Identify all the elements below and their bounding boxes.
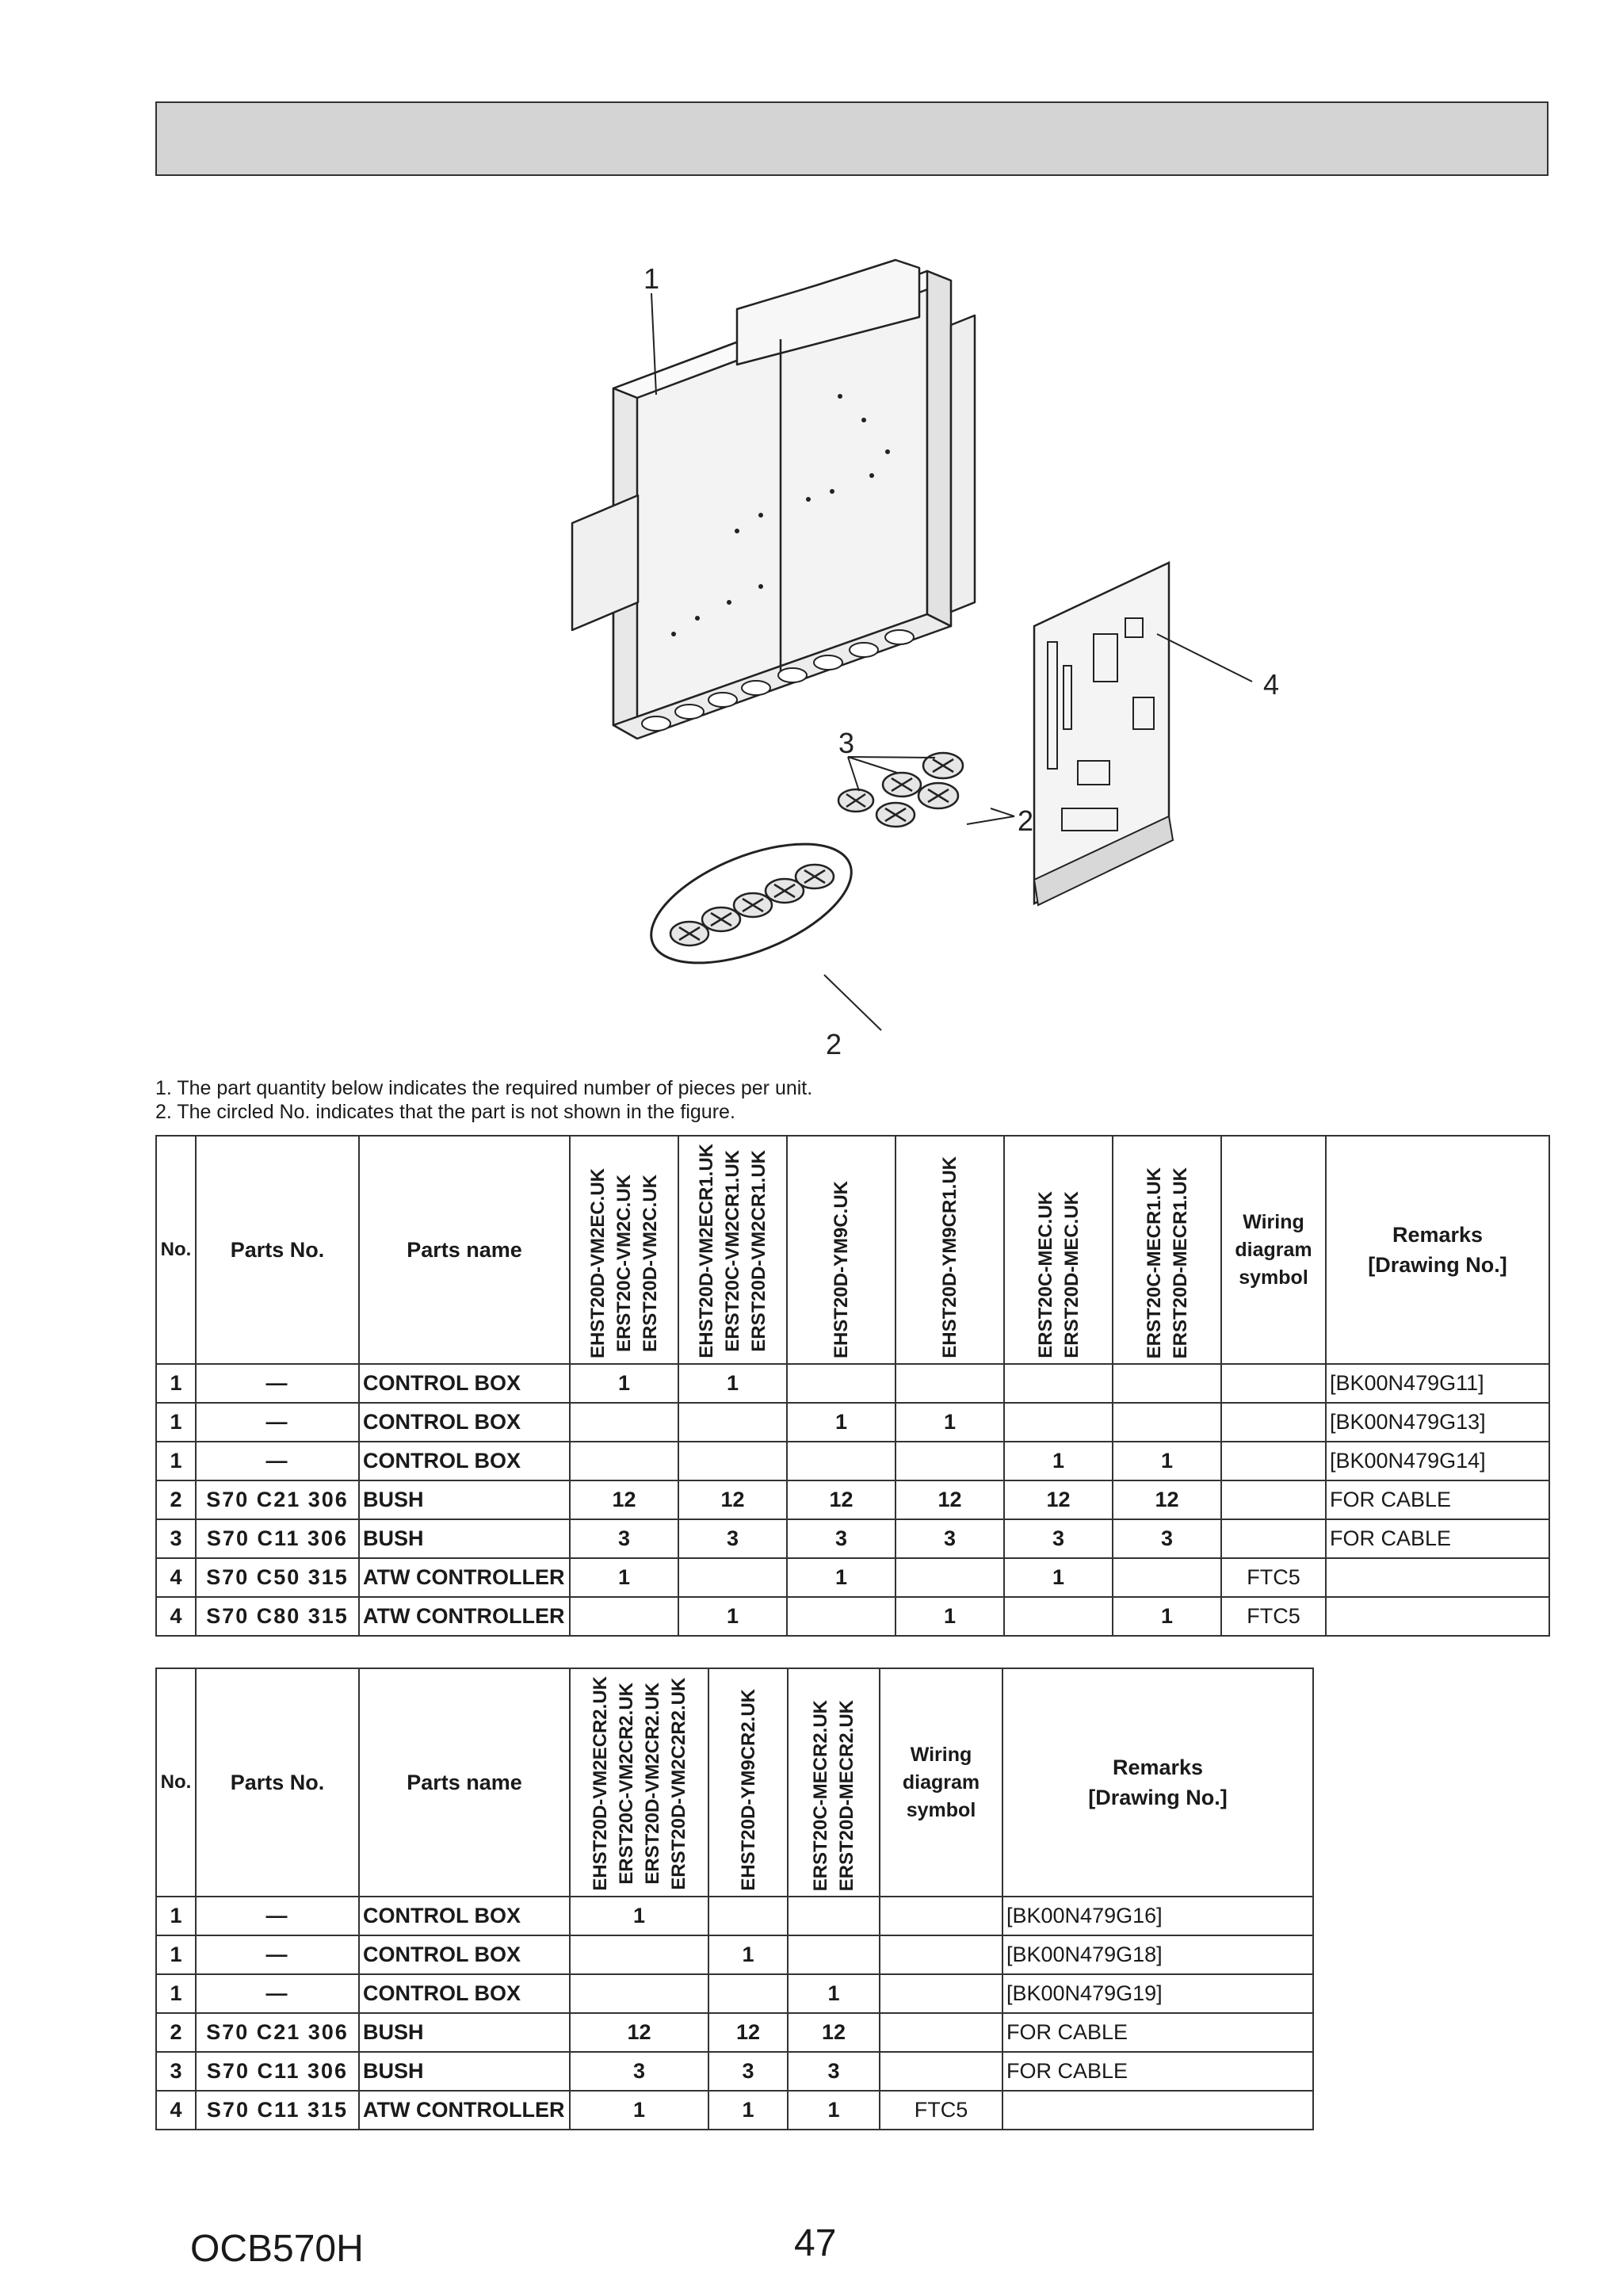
row-quantity: 3 <box>1004 1519 1113 1558</box>
row-no: 1 <box>156 1364 196 1403</box>
row-quantity <box>708 1897 788 1935</box>
row-quantity: 1 <box>708 1935 788 1974</box>
row-parts-no: — <box>196 1442 359 1480</box>
notes <box>155 1076 812 1124</box>
row-quantity: 12 <box>570 1480 678 1519</box>
row-quantity: 12 <box>678 1480 787 1519</box>
header-wiring-symbol: Wiring diagram symbol <box>880 1668 1002 1897</box>
row-quantity: 1 <box>787 1403 896 1442</box>
row-no: 4 <box>156 1597 196 1636</box>
page-number: 47 <box>794 2222 837 2264</box>
row-remarks: [BK00N479G16] <box>1002 1897 1313 1935</box>
row-no: 1 <box>156 1403 196 1442</box>
row-quantity: 3 <box>787 1519 896 1558</box>
row-remarks <box>1326 1558 1549 1597</box>
note-2: 2. The circled No. indicates that the part is not shown in the figure. <box>155 1101 735 1123</box>
row-parts-name: CONTROL BOX <box>359 1364 570 1403</box>
header-parts-name: Parts name <box>359 1668 570 1897</box>
row-parts-name: ATW CONTROLLER <box>359 1558 570 1597</box>
row-no: 1 <box>156 1935 196 1974</box>
row-quantity: 1 <box>1004 1558 1113 1597</box>
row-no: 1 <box>156 1442 196 1480</box>
header-wiring-symbol: Wiring diagram symbol <box>1221 1136 1326 1364</box>
row-quantity: 1 <box>896 1403 1004 1442</box>
row-quantity <box>570 1935 708 1974</box>
header-parts-no: Parts No. <box>196 1136 359 1364</box>
row-quantity <box>570 1597 678 1636</box>
row-parts-name: CONTROL BOX <box>359 1935 570 1974</box>
row-remarks <box>1002 2091 1313 2130</box>
row-parts-name: BUSH <box>359 2013 570 2052</box>
row-wiring-symbol <box>1221 1480 1326 1519</box>
header-no: No. <box>156 1668 196 1897</box>
row-wiring-symbol <box>880 2013 1002 2052</box>
row-parts-name: BUSH <box>359 1519 570 1558</box>
row-quantity: 1 <box>1004 1442 1113 1480</box>
callout-2b: 2 <box>826 1028 842 1060</box>
footer-model-code: OCB570H <box>190 2228 364 2270</box>
row-quantity: 3 <box>708 2052 788 2091</box>
table-row <box>156 1597 1549 1636</box>
row-quantity <box>788 1897 880 1935</box>
table-row <box>156 1935 1313 1974</box>
row-quantity: 1 <box>570 1558 678 1597</box>
row-wiring-symbol <box>880 1935 1002 1974</box>
table-row <box>156 1558 1549 1597</box>
row-remarks: FOR CABLE <box>1002 2013 1313 2052</box>
row-wiring-symbol: FTC5 <box>880 2091 1002 2130</box>
row-no: 1 <box>156 1974 196 2013</box>
row-quantity <box>1113 1364 1221 1403</box>
row-remarks: [BK00N479G11] <box>1326 1364 1549 1403</box>
header-model-col-1: EHST20D-VM2ECR2.UK ERST20C-VM2CR2.UK ERST20D-VM2CR2.UK ERST20D-VM2C2R2.UK <box>570 1668 708 1897</box>
header-model-col-2: EHST20D-YM9CR2.UK <box>708 1668 788 1897</box>
table-row <box>156 1403 1549 1442</box>
row-wiring-symbol <box>1221 1519 1326 1558</box>
row-no: 2 <box>156 1480 196 1519</box>
row-quantity <box>896 1558 1004 1597</box>
row-quantity <box>570 1442 678 1480</box>
row-quantity: 12 <box>788 2013 880 2052</box>
row-parts-name: BUSH <box>359 2052 570 2091</box>
row-quantity: 1 <box>708 2091 788 2130</box>
row-quantity <box>1004 1597 1113 1636</box>
row-quantity: 3 <box>678 1519 787 1558</box>
table-header-row <box>156 1668 1313 1897</box>
row-parts-no: — <box>196 1364 359 1403</box>
row-parts-no: S70 C11 306 <box>196 1519 359 1558</box>
header-model-col-3: EHST20D-YM9C.UK <box>787 1136 896 1364</box>
header-model-col-3: ERST20C-MECR2.UK ERST20D-MECR2.UK <box>788 1668 880 1897</box>
row-quantity: 12 <box>787 1480 896 1519</box>
callout-3: 3 <box>838 727 855 759</box>
callout-1: 1 <box>643 262 660 295</box>
row-quantity: 12 <box>896 1480 1004 1519</box>
table-row <box>156 1897 1313 1935</box>
row-parts-no: S70 C80 315 <box>196 1597 359 1636</box>
row-quantity <box>787 1597 896 1636</box>
row-parts-no: — <box>196 1974 359 2013</box>
header-remarks: Remarks [Drawing No.] <box>1002 1668 1313 1897</box>
table-header-row <box>156 1136 1549 1364</box>
row-quantity: 1 <box>1113 1442 1221 1480</box>
row-no: 3 <box>156 1519 196 1558</box>
row-quantity <box>678 1558 787 1597</box>
row-parts-no: — <box>196 1403 359 1442</box>
table-row <box>156 2013 1313 2052</box>
row-parts-no: — <box>196 1935 359 1974</box>
row-quantity <box>1004 1403 1113 1442</box>
row-quantity: 12 <box>570 2013 708 2052</box>
row-quantity <box>1004 1364 1113 1403</box>
row-quantity <box>678 1442 787 1480</box>
header-model-col-6: ERST20C-MECR1.UK ERST20D-MECR1.UK <box>1113 1136 1221 1364</box>
row-quantity <box>896 1364 1004 1403</box>
row-quantity: 1 <box>788 1974 880 2013</box>
table-row <box>156 1442 1549 1480</box>
row-quantity <box>788 1935 880 1974</box>
row-remarks: [BK00N479G13] <box>1326 1403 1549 1442</box>
header-model-col-1: EHST20D-VM2EC.UK ERST20C-VM2C.UK ERST20D-VM2C.UK <box>570 1136 678 1364</box>
callout-4: 4 <box>1263 668 1280 701</box>
row-wiring-symbol <box>880 1974 1002 2013</box>
row-quantity: 12 <box>1113 1480 1221 1519</box>
row-parts-name: ATW CONTROLLER <box>359 2091 570 2130</box>
row-parts-no: S70 C50 315 <box>196 1558 359 1597</box>
parts-table-2 <box>155 1668 1314 2130</box>
row-wiring-symbol: FTC5 <box>1221 1597 1326 1636</box>
row-remarks: [BK00N479G19] <box>1002 1974 1313 2013</box>
row-wiring-symbol <box>1221 1442 1326 1480</box>
row-quantity: 3 <box>570 1519 678 1558</box>
row-parts-name: ATW CONTROLLER <box>359 1597 570 1636</box>
header-parts-no: Parts No. <box>196 1668 359 1897</box>
row-parts-name: CONTROL BOX <box>359 1897 570 1935</box>
row-parts-name: CONTROL BOX <box>359 1974 570 2013</box>
note-1: 1. The part quantity below indicates the required number of pieces per unit. <box>155 1077 813 1099</box>
header-parts-name: Parts name <box>359 1136 570 1364</box>
row-quantity <box>570 1403 678 1442</box>
row-quantity <box>708 1974 788 2013</box>
header-no: No. <box>156 1136 196 1364</box>
row-quantity: 1 <box>570 2091 708 2130</box>
row-quantity: 3 <box>896 1519 1004 1558</box>
row-quantity: 12 <box>708 2013 788 2052</box>
row-quantity <box>678 1403 787 1442</box>
header-model-col-2: EHST20D-VM2ECR1.UK ERST20C-VM2CR1.UK ERST20D-VM2CR1.UK <box>678 1136 787 1364</box>
row-parts-no: — <box>196 1897 359 1935</box>
row-parts-name: CONTROL BOX <box>359 1403 570 1442</box>
row-parts-name: BUSH <box>359 1480 570 1519</box>
row-wiring-symbol <box>880 2052 1002 2091</box>
row-no: 2 <box>156 2013 196 2052</box>
row-quantity: 1 <box>678 1364 787 1403</box>
row-wiring-symbol: FTC5 <box>1221 1558 1326 1597</box>
row-no: 1 <box>156 1897 196 1935</box>
row-wiring-symbol <box>1221 1364 1326 1403</box>
row-remarks: FOR CABLE <box>1002 2052 1313 2091</box>
header-remarks: Remarks [Drawing No.] <box>1326 1136 1549 1364</box>
row-quantity: 12 <box>1004 1480 1113 1519</box>
section-header-bar <box>155 101 1549 176</box>
row-no: 3 <box>156 2052 196 2091</box>
bush-group-loose <box>838 753 963 827</box>
row-wiring-symbol <box>1221 1403 1326 1442</box>
table-row <box>156 2091 1313 2130</box>
exploded-view-figure <box>475 254 1331 1086</box>
table-row <box>156 1519 1549 1558</box>
row-quantity <box>896 1442 1004 1480</box>
row-no: 4 <box>156 2091 196 2130</box>
row-quantity: 1 <box>570 1897 708 1935</box>
row-remarks: [BK00N479G18] <box>1002 1935 1313 1974</box>
row-quantity <box>1113 1403 1221 1442</box>
row-quantity: 1 <box>787 1558 896 1597</box>
row-quantity <box>787 1364 896 1403</box>
row-quantity: 1 <box>1113 1597 1221 1636</box>
row-parts-name: CONTROL BOX <box>359 1442 570 1480</box>
row-quantity: 3 <box>1113 1519 1221 1558</box>
table-row <box>156 2052 1313 2091</box>
header-model-col-4: EHST20D-YM9CR1.UK <box>896 1136 1004 1364</box>
row-parts-no: S70 C21 306 <box>196 2013 359 2052</box>
parts-table-1 <box>155 1135 1550 1637</box>
row-wiring-symbol <box>880 1897 1002 1935</box>
row-quantity: 1 <box>570 1364 678 1403</box>
header-model-col-5: ERST20C-MEC.UK ERST20D-MEC.UK <box>1004 1136 1113 1364</box>
row-quantity: 1 <box>896 1597 1004 1636</box>
row-parts-no: S70 C11 315 <box>196 2091 359 2130</box>
row-quantity: 3 <box>788 2052 880 2091</box>
table-row <box>156 1974 1313 2013</box>
table-row <box>156 1364 1549 1403</box>
row-quantity: 1 <box>678 1597 787 1636</box>
row-remarks <box>1326 1597 1549 1636</box>
row-parts-no: S70 C11 306 <box>196 2052 359 2091</box>
row-no: 4 <box>156 1558 196 1597</box>
row-remarks: FOR CABLE <box>1326 1519 1549 1558</box>
row-remarks: [BK00N479G14] <box>1326 1442 1549 1480</box>
control-box-diagram <box>475 254 1331 1086</box>
row-parts-no: S70 C21 306 <box>196 1480 359 1519</box>
row-remarks: FOR CABLE <box>1326 1480 1549 1519</box>
row-quantity: 3 <box>570 2052 708 2091</box>
table-row <box>156 1480 1549 1519</box>
row-quantity <box>570 1974 708 2013</box>
row-quantity: 1 <box>788 2091 880 2130</box>
row-quantity <box>1113 1558 1221 1597</box>
callout-2a: 2 <box>1018 804 1034 837</box>
row-quantity <box>787 1442 896 1480</box>
atw-controller-board <box>1034 563 1173 905</box>
